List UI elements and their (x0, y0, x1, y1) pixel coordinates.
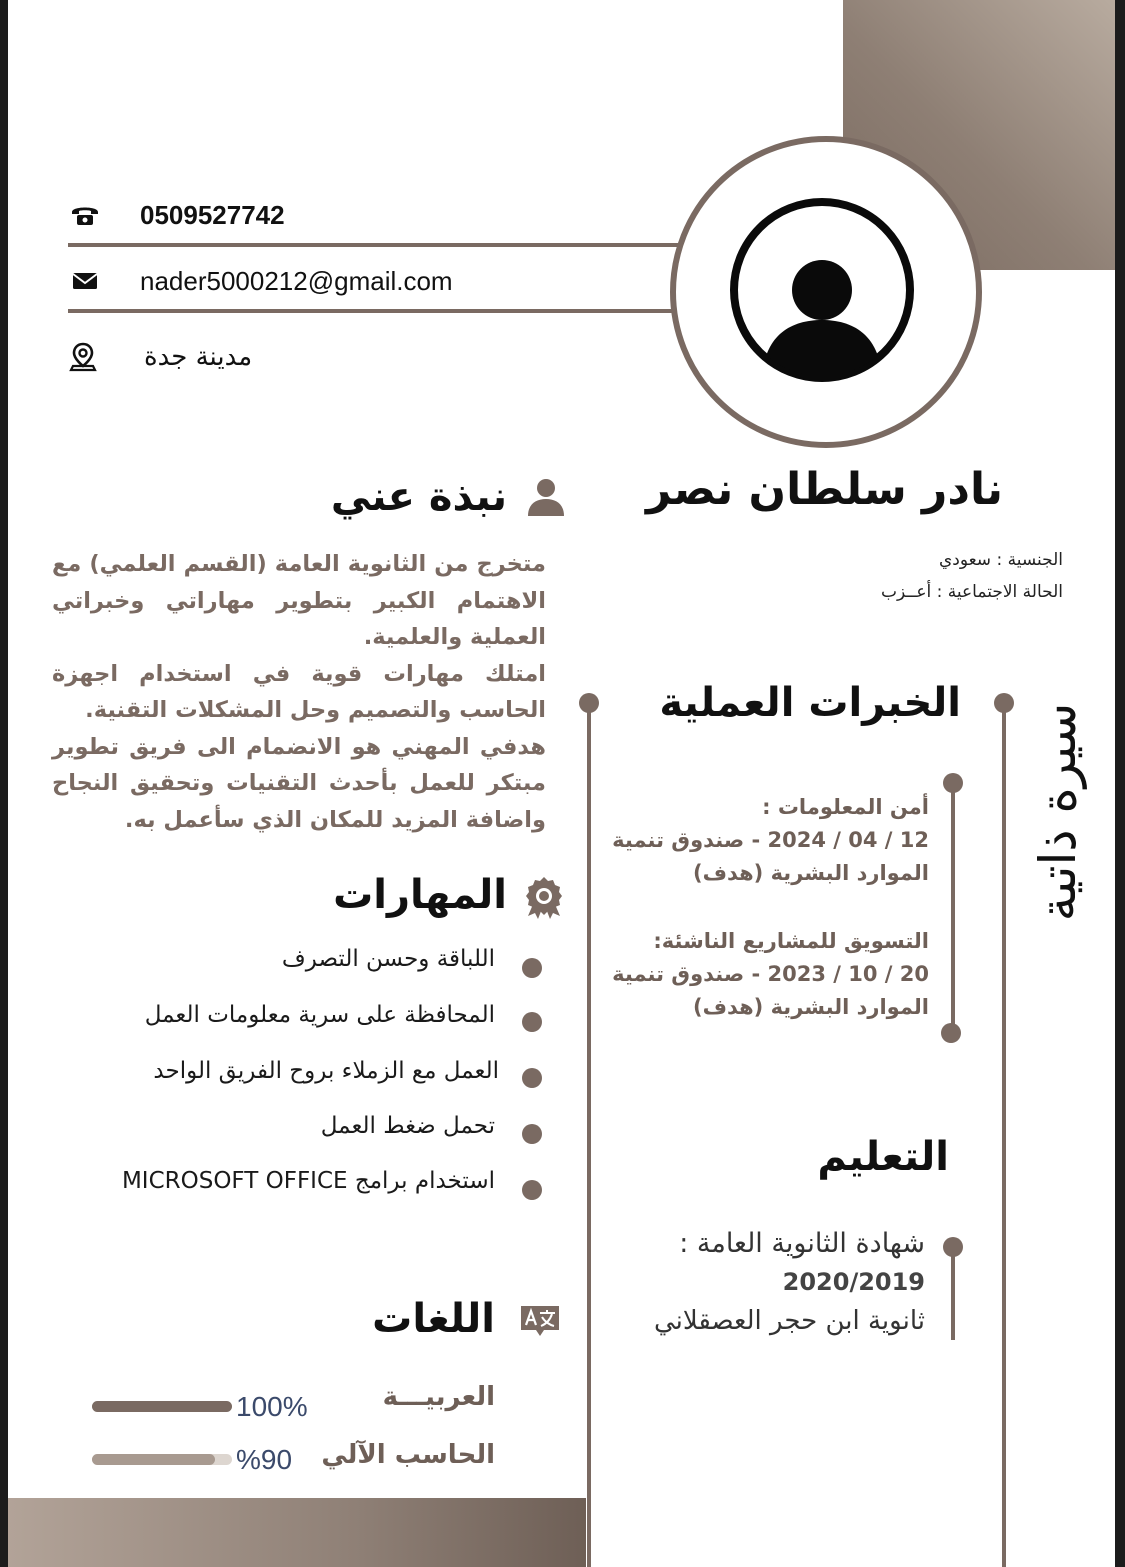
experience-dot (941, 1023, 961, 1043)
about-text (52, 546, 546, 838)
bottom-left-corner-block (8, 1498, 586, 1567)
phone-icon (70, 200, 100, 230)
skill-item: استخدام برامج MICROSOFT OFFICE (121, 1168, 495, 1194)
right-border (1115, 0, 1125, 1567)
language-bar-fill (92, 1454, 215, 1465)
city: مدينة جدة (144, 342, 253, 372)
experience-title: الخبرات العملية (659, 680, 961, 726)
language-name: الحاسب الآلي (321, 1440, 495, 1470)
full-name: نادر سلطان نصر (645, 464, 1003, 515)
language-percent: 100% (236, 1391, 308, 1422)
skill-item: اللباقة وحسن التصرف (281, 946, 495, 972)
skill-bullet (522, 1068, 542, 1088)
language-bar (92, 1454, 232, 1465)
translate-icon (518, 1300, 562, 1344)
skills-title: المهارات (333, 872, 507, 918)
cv-side-label (1013, 672, 1103, 952)
skill-item: تحمل ضغط العمل (320, 1113, 495, 1139)
language-bar (92, 1401, 232, 1412)
left-border (0, 0, 8, 1567)
skill-bullet (522, 1124, 542, 1144)
skill-item: العمل مع الزملاء بروح الفريق الواحد (153, 1058, 499, 1084)
experience-line (951, 783, 955, 1033)
experience-date: 20 / 10 / 2023 - صندوق تنمية (612, 962, 929, 986)
about-title: نبذة عني (330, 474, 507, 520)
education-line (951, 1247, 955, 1340)
experience-date: 12 / 04 / 2024 - صندوق تنمية (612, 828, 929, 852)
language-percent: %90 (236, 1444, 293, 1475)
skill-bullet (522, 1180, 542, 1200)
about-paragraph: امتلك مهارات قوية في استخدام اجهزة الحاسب والتصميم وحل المشكلات التقنية. (52, 660, 546, 723)
timeline-line (587, 703, 591, 1567)
experience-item (599, 791, 929, 890)
language-bar-fill (92, 1401, 232, 1412)
phone-number: 0509527742 (140, 200, 285, 230)
experience-role: أمن المعلومات : (762, 795, 929, 819)
about-paragraph: متخرج من الثانوية العامة (القسم العلمي) مع الاهتمام الكبير بتطوير مهاراتي وخبراتي العملية والعلمية. (52, 551, 546, 650)
experience-item (599, 925, 929, 1024)
contact-divider-2 (68, 309, 680, 313)
education-years: 2020/2019 (782, 1268, 925, 1296)
experience-org: الموارد البشرية (هدف) (692, 995, 929, 1019)
about-paragraph: هدفي المهني هو الانضمام الى فريق تطوير مبتكر للعمل بأحدث التقنيات وتحقيق النجاح واضافة المزيد للمكان الذي سأعمل به. (52, 733, 546, 833)
nationality: الجنسية : سعودي (938, 550, 1063, 570)
award-badge-icon (522, 876, 566, 920)
skill-bullet (522, 958, 542, 978)
avatar (728, 196, 916, 384)
education-title: التعليم (817, 1134, 949, 1180)
language-name: العربيـــة (382, 1382, 495, 1412)
skill-bullet (522, 1012, 542, 1032)
marital-status: الحالة الاجتماعية : أعــزب (881, 582, 1063, 602)
skill-item: المحافظة على سرية معلومات العمل (144, 1002, 495, 1028)
languages-title: اللغات (372, 1296, 495, 1342)
education-degree: شهادة الثانوية العامة : (679, 1228, 925, 1259)
education-school: ثانوية ابن حجر العصقلاني (653, 1306, 925, 1336)
location-pin-icon (68, 342, 98, 372)
email-address: nader5000212@gmail.com (140, 266, 453, 296)
timeline-line (1002, 703, 1006, 1567)
envelope-icon (70, 266, 100, 296)
person-icon (524, 476, 568, 520)
experience-org: الموارد البشرية (هدف) (692, 861, 929, 885)
contact-divider-1 (68, 243, 680, 247)
experience-role: التسويق للمشاريع الناشئة: (653, 929, 929, 953)
cv-side-label-text: سيرة ذاتية (1029, 702, 1087, 922)
